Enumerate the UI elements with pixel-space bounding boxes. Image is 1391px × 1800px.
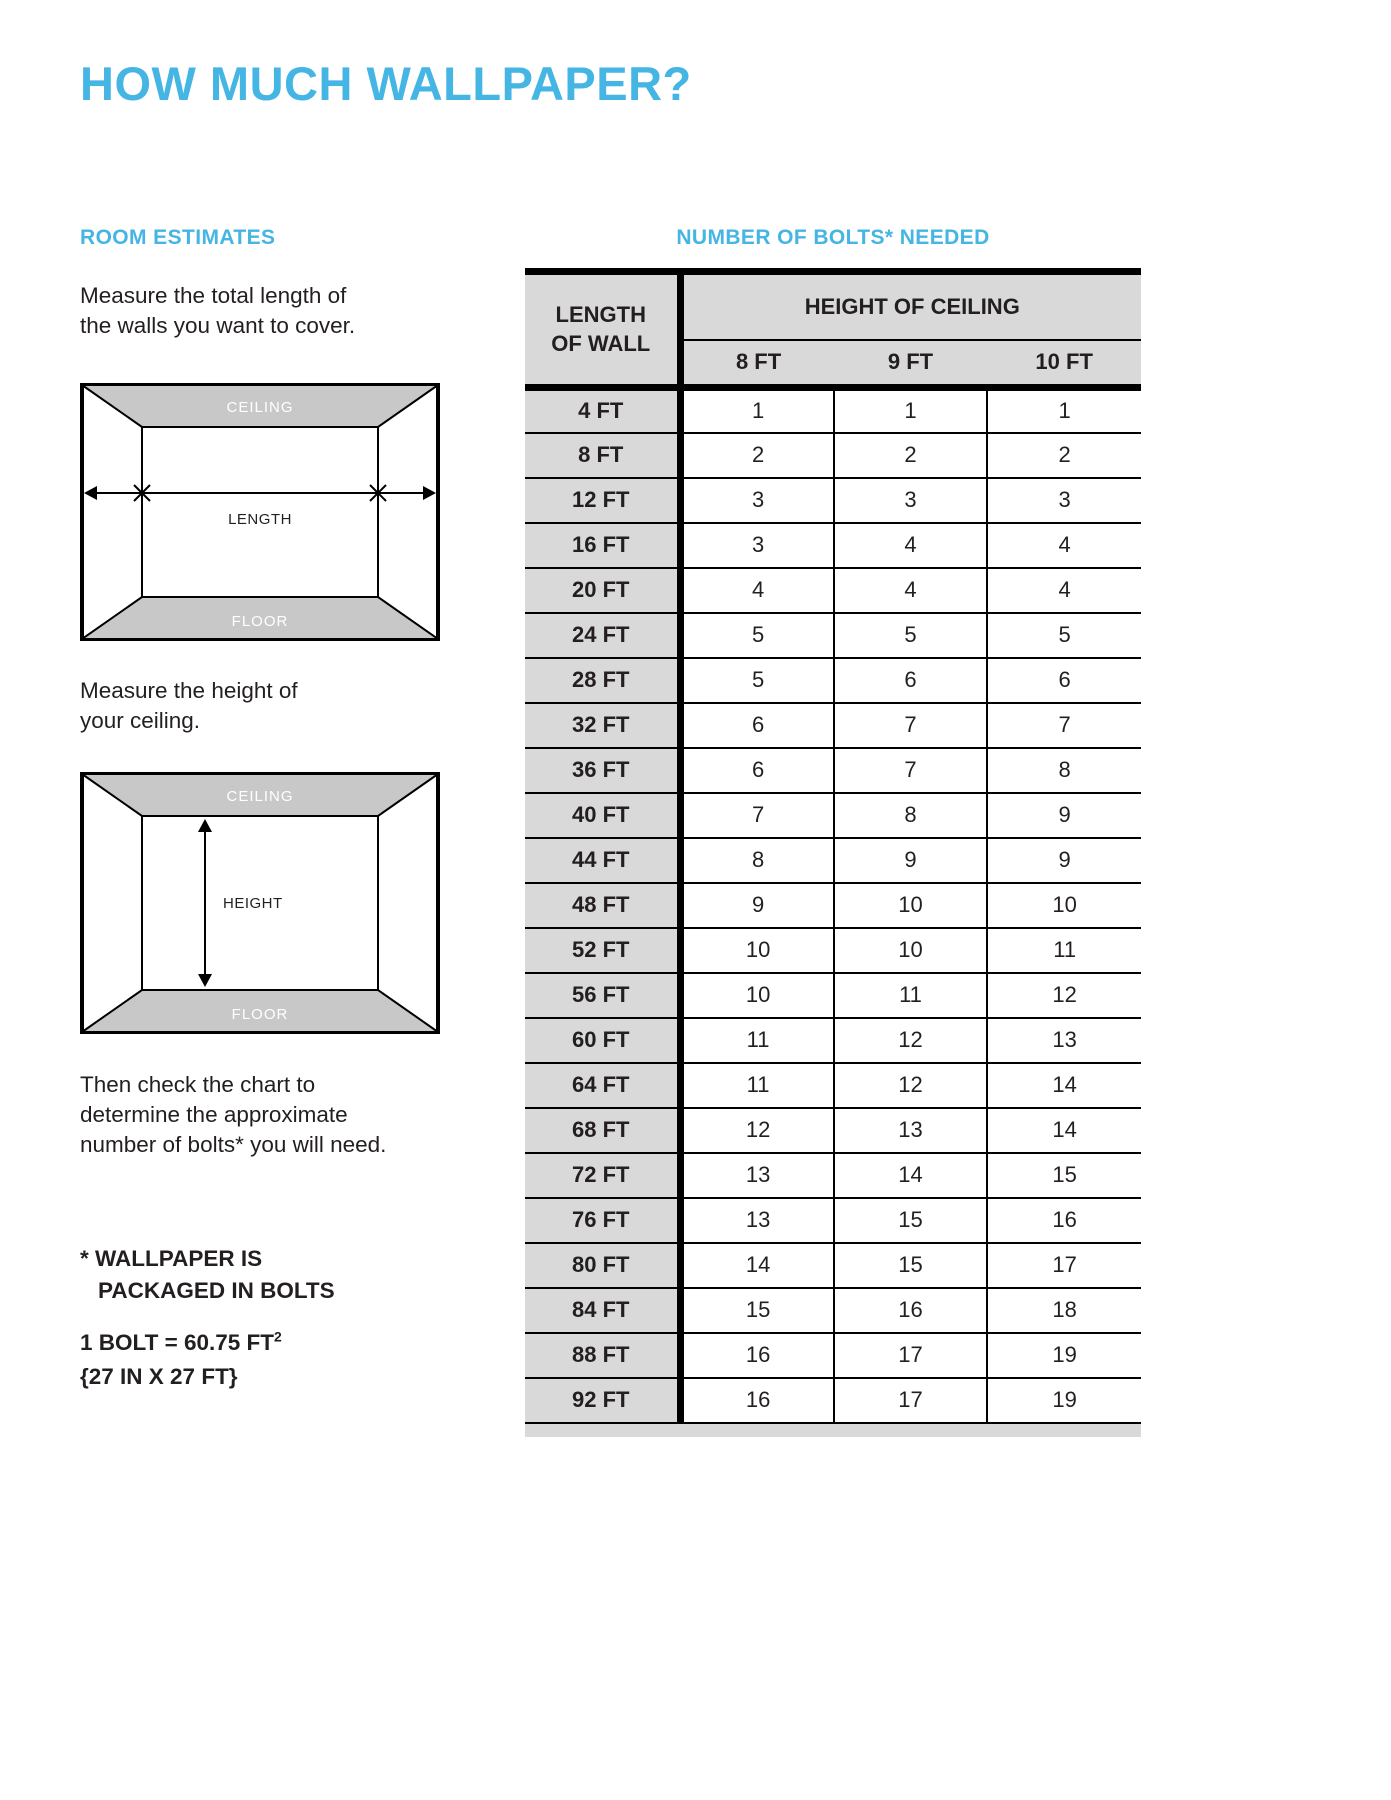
- bolt-count-cell: 11: [680, 1063, 834, 1108]
- col-header-8ft: 8 FT: [680, 340, 834, 388]
- table-row: [525, 1108, 1141, 1153]
- bolt-count-cell: 9: [834, 838, 988, 883]
- table-row: [525, 1018, 1141, 1063]
- instruction-check-chart: [80, 1070, 386, 1160]
- length-label: LENGTH: [228, 511, 292, 528]
- table-row: [525, 838, 1141, 883]
- bolt-count-cell: 12: [834, 1063, 988, 1108]
- bolt-count-cell: 6: [987, 658, 1141, 703]
- table-row: [525, 1063, 1141, 1108]
- table-row: [525, 703, 1141, 748]
- footnote-line: * WALLPAPER IS: [80, 1246, 263, 1271]
- bolt-count-cell: 2: [987, 433, 1141, 478]
- wall-length-label: 4 FT: [525, 388, 680, 433]
- bolt-formula: [80, 1326, 282, 1360]
- bolt-count-cell: 4: [987, 568, 1141, 613]
- wall-length-label: 44 FT: [525, 838, 680, 883]
- bolt-count-cell: 1: [987, 388, 1141, 433]
- bolt-count-cell: 7: [680, 793, 834, 838]
- col-header-10ft: 10 FT: [987, 340, 1141, 388]
- length-of-wall-header: [525, 272, 680, 388]
- wall-length-label: 88 FT: [525, 1333, 680, 1378]
- bolt-count-cell: 13: [834, 1108, 988, 1153]
- table-header-row: [525, 272, 1141, 340]
- wall-length-label: 56 FT: [525, 973, 680, 1018]
- room-height-illustration: [80, 772, 440, 1034]
- wall-length-label: 92 FT: [525, 1378, 680, 1423]
- wall-length-label: 76 FT: [525, 1198, 680, 1243]
- wall-length-label: 16 FT: [525, 523, 680, 568]
- bolt-count-cell: 14: [834, 1153, 988, 1198]
- bolt-formula-text: 1 BOLT = 60.75 FT: [80, 1330, 275, 1355]
- bolts-table-container: [525, 268, 1141, 1437]
- bolt-count-cell: 19: [987, 1333, 1141, 1378]
- bolt-count-cell: 1: [680, 388, 834, 433]
- instruction-measure-length: [80, 281, 355, 341]
- bolt-count-cell: 10: [834, 883, 988, 928]
- ceiling-label: CEILING: [226, 788, 294, 805]
- bolt-count-cell: 4: [834, 568, 988, 613]
- wall-length-label: 40 FT: [525, 793, 680, 838]
- wall-length-label: 20 FT: [525, 568, 680, 613]
- table-row: [525, 388, 1141, 433]
- wall-length-label: 80 FT: [525, 1243, 680, 1288]
- bolt-count-cell: 13: [680, 1153, 834, 1198]
- table-footer-strip: [525, 1423, 1141, 1437]
- wall-length-label: 64 FT: [525, 1063, 680, 1108]
- bolt-count-cell: 15: [987, 1153, 1141, 1198]
- bolt-count-cell: 14: [987, 1108, 1141, 1153]
- room-length-illustration: [80, 383, 440, 641]
- wall-length-label: 36 FT: [525, 748, 680, 793]
- bolt-count-cell: 10: [680, 973, 834, 1018]
- length-of-wall-header-line: OF WALL: [551, 330, 651, 356]
- table-row: [525, 1333, 1141, 1378]
- bolts-needed-table: [525, 268, 1141, 1437]
- bolt-count-cell: 4: [834, 523, 988, 568]
- wall-length-label: 52 FT: [525, 928, 680, 973]
- instruction-line: your ceiling.: [80, 707, 201, 733]
- table-row: [525, 658, 1141, 703]
- length-of-wall-header-line: LENGTH: [555, 301, 646, 327]
- bolts-table-heading: NUMBER OF BOLTS* NEEDED: [676, 226, 990, 249]
- bolt-count-cell: 16: [680, 1378, 834, 1423]
- bolt-count-cell: 11: [834, 973, 988, 1018]
- wall-length-label: 48 FT: [525, 883, 680, 928]
- bolt-count-cell: 3: [680, 478, 834, 523]
- bolt-count-cell: 3: [834, 478, 988, 523]
- bolt-size-info: [80, 1326, 282, 1394]
- bolt-count-cell: 18: [987, 1288, 1141, 1333]
- bolt-count-cell: 7: [834, 703, 988, 748]
- bolt-count-cell: 12: [680, 1108, 834, 1153]
- table-row: [525, 1288, 1141, 1333]
- bolt-count-cell: 17: [987, 1243, 1141, 1288]
- bolt-count-cell: 2: [834, 433, 988, 478]
- bolts-footnote: [80, 1243, 335, 1307]
- instruction-line: Measure the total length of: [80, 283, 347, 308]
- bolt-count-cell: 5: [987, 613, 1141, 658]
- bolt-count-cell: 10: [680, 928, 834, 973]
- bolt-count-cell: 11: [680, 1018, 834, 1063]
- bolt-count-cell: 11: [987, 928, 1141, 973]
- table-row: [525, 433, 1141, 478]
- bolt-count-cell: 15: [834, 1243, 988, 1288]
- bolt-count-cell: 1: [834, 388, 988, 433]
- bolt-count-cell: 14: [680, 1243, 834, 1288]
- bolt-count-cell: 5: [680, 658, 834, 703]
- bolt-count-cell: 2: [680, 433, 834, 478]
- bolt-count-cell: 3: [987, 478, 1141, 523]
- bolt-count-cell: 3: [680, 523, 834, 568]
- wall-length-label: 32 FT: [525, 703, 680, 748]
- bolt-count-cell: 10: [987, 883, 1141, 928]
- bolt-count-cell: 14: [987, 1063, 1141, 1108]
- table-row: [525, 883, 1141, 928]
- table-row: [525, 478, 1141, 523]
- height-label: HEIGHT: [223, 895, 283, 912]
- table-body: [525, 388, 1141, 1423]
- bolt-count-cell: 16: [987, 1198, 1141, 1243]
- height-diagram: [80, 772, 440, 1039]
- ceiling-label: CEILING: [226, 399, 294, 416]
- length-diagram: [80, 383, 440, 646]
- bolt-count-cell: 8: [987, 748, 1141, 793]
- bolt-count-cell: 12: [834, 1018, 988, 1063]
- bolt-count-cell: 6: [680, 748, 834, 793]
- floor-label: FLOOR: [231, 1006, 289, 1023]
- bolt-count-cell: 5: [834, 613, 988, 658]
- table-row: [525, 1198, 1141, 1243]
- col-header-9ft: 9 FT: [834, 340, 988, 388]
- table-row: [525, 793, 1141, 838]
- page-title: HOW MUCH WALLPAPER?: [80, 57, 692, 110]
- bolt-count-cell: 19: [987, 1378, 1141, 1423]
- bolt-count-cell: 16: [834, 1288, 988, 1333]
- table-row: [525, 613, 1141, 658]
- bolt-count-cell: 15: [834, 1198, 988, 1243]
- bolt-count-cell: 10: [834, 928, 988, 973]
- bolt-count-cell: 8: [834, 793, 988, 838]
- footnote-line: PACKAGED IN BOLTS: [98, 1277, 335, 1303]
- table-row: [525, 748, 1141, 793]
- bolt-count-cell: 17: [834, 1333, 988, 1378]
- instruction-measure-height: [80, 676, 298, 736]
- bolt-count-cell: 13: [987, 1018, 1141, 1063]
- bolt-count-cell: 13: [680, 1198, 834, 1243]
- wall-length-label: 72 FT: [525, 1153, 680, 1198]
- bolt-count-cell: 17: [834, 1378, 988, 1423]
- bolt-count-cell: 8: [680, 838, 834, 883]
- instruction-line: Measure the height of: [80, 678, 298, 703]
- table-row: [525, 523, 1141, 568]
- bolt-count-cell: 4: [680, 568, 834, 613]
- wall-length-label: 84 FT: [525, 1288, 680, 1333]
- wall-length-label: 60 FT: [525, 1018, 680, 1063]
- bolt-count-cell: 9: [987, 838, 1141, 883]
- table-row: [525, 973, 1141, 1018]
- instruction-line: the walls you want to cover.: [80, 312, 356, 338]
- wall-length-label: 24 FT: [525, 613, 680, 658]
- wall-length-label: 68 FT: [525, 1108, 680, 1153]
- table-row: [525, 1378, 1141, 1423]
- wall-length-label: 12 FT: [525, 478, 680, 523]
- bolt-count-cell: 6: [680, 703, 834, 748]
- bolt-count-cell: 7: [834, 748, 988, 793]
- bolt-count-cell: 4: [987, 523, 1141, 568]
- table-row: [525, 1243, 1141, 1288]
- wall-length-label: 8 FT: [525, 433, 680, 478]
- height-of-ceiling-header: HEIGHT OF CEILING: [680, 272, 1141, 340]
- bolt-count-cell: 15: [680, 1288, 834, 1333]
- room-estimates-heading: ROOM ESTIMATES: [80, 226, 276, 249]
- table-row: [525, 1153, 1141, 1198]
- bolt-count-cell: 9: [680, 883, 834, 928]
- table-row: [525, 928, 1141, 973]
- bolt-count-cell: 6: [834, 658, 988, 703]
- bolt-formula-exponent: 2: [274, 1328, 282, 1345]
- table-footer-row: [525, 1423, 1141, 1437]
- bolt-count-cell: 9: [987, 793, 1141, 838]
- bolt-dimensions: {27 IN X 27 FT}: [80, 1363, 238, 1389]
- bolt-count-cell: 5: [680, 613, 834, 658]
- bolt-count-cell: 12: [987, 973, 1141, 1018]
- bolt-count-cell: 7: [987, 703, 1141, 748]
- instruction-line: determine the approximate: [80, 1101, 348, 1127]
- bolt-count-cell: 16: [680, 1333, 834, 1378]
- wall-length-label: 28 FT: [525, 658, 680, 703]
- instruction-line: Then check the chart to: [80, 1072, 316, 1097]
- table-row: [525, 568, 1141, 613]
- floor-label: FLOOR: [231, 613, 289, 630]
- instruction-line: number of bolts* you will need.: [80, 1131, 387, 1157]
